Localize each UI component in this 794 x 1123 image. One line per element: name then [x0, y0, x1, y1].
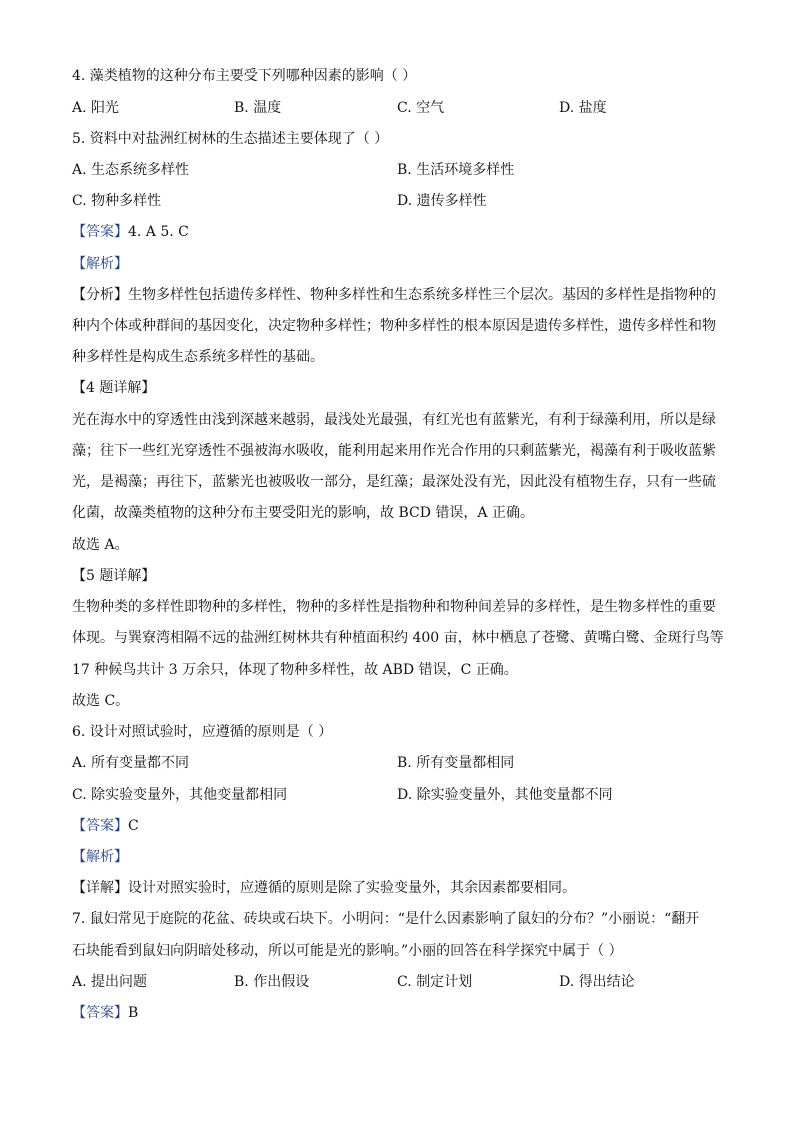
fenxi-line-3: 种多样性是构成生态系统多样性的基础。: [72, 349, 324, 365]
detail-5-heading: 【5 题详解】: [72, 568, 156, 584]
q6-option-a: A. 所有变量都不同: [72, 755, 190, 771]
q4-option-b: B. 温度: [234, 100, 282, 116]
q4-stem: 4. 藻类植物的这种分布主要受下列哪种因素的影响（ ）: [72, 68, 417, 84]
q6-option-c: C. 除实验变量外，其他变量都相同: [72, 787, 288, 803]
q6-option-d: D. 除实验变量外，其他变量都不同: [397, 787, 613, 803]
q6-stem: 6. 设计对照试验时，应遵循的原则是（ ）: [72, 724, 333, 740]
q6-detail-heading: 【详解】: [72, 880, 128, 896]
analysis-label: [72, 256, 722, 272]
q4-option-c: C. 空气: [397, 100, 445, 116]
detail-4-line-4: 化菌，故藻类植物的这种分布主要受阳光的影响，故 BCD 错误，A 正确。: [72, 505, 534, 521]
detail-4-line-3: 光，是褐藻；再往下，蓝紫光也被吸收一部分，是红藻；最深处没有光，因此没有植物生存，只有一些硫: [72, 474, 716, 490]
q6-answer-label: 【答案】: [72, 818, 128, 834]
detail-4-line-2: 藻；往下一些红光穿透性不强被海水吸收，能利用起来用作光合作用的只剩蓝紫光，褐藻有利于吸收蓝紫: [72, 443, 716, 459]
detail-5-line-2: 体现。与巽寮湾相隔不远的盐洲红树林共有种植面积约 400 亩，林中栖息了苍鹭、黄嘴白鹭、金斑行鸟等: [72, 630, 724, 646]
q7-stem-line-2: 石块能看到鼠妇向阴暗处移动，所以可能是光的影响。”小丽的回答在科学探究中属于（ ）: [72, 943, 623, 959]
q6-analysis-heading: 【解析】: [72, 849, 128, 865]
answer-45: [72, 224, 722, 240]
q6-detail: [72, 880, 722, 896]
fenxi-text-1: 生物多样性包括遗传多样性、物种多样性和生态系统多样性三个层次。基因的多样性是指物种的: [128, 287, 716, 303]
q7-answer-label: 【答案】: [72, 1005, 128, 1021]
q7-option-d: D. 得出结论: [559, 974, 635, 990]
q6-answer-text: C: [128, 818, 139, 834]
fenxi-line-1: [72, 287, 722, 303]
detail-4-conclusion: 故选 A。: [72, 537, 129, 553]
fenxi-line-2: 种内个体或种群间的基因变化，决定物种多样性；物种多样性的根本原因是遗传多样性，遗传多样性和物: [72, 318, 716, 334]
q7-option-c: C. 制定计划: [397, 974, 473, 990]
q7-stem-line-1: 7. 鼠妇常见于庭院的花盆、砖块或石块下。小明问：“是什么因素影响了鼠妇的分布？”小丽说：“翻开: [72, 911, 700, 927]
q5-option-a: A. 生态系统多样性: [72, 162, 190, 178]
detail-4-heading: 【4 题详解】: [72, 380, 156, 396]
q4-option-d: D. 盐度: [559, 100, 607, 116]
q7-option-b: B. 作出假设: [234, 974, 310, 990]
answer-label: 【答案】: [72, 224, 128, 240]
q4-option-a: A. 阳光: [72, 100, 120, 116]
q6-analysis: [72, 849, 722, 865]
q6-detail-text: 设计对照实验时，应遵循的原则是除了实验变量外，其余因素都要相同。: [128, 880, 576, 896]
fenxi-heading: 【分析】: [72, 287, 128, 303]
q5-option-c: C. 物种多样性: [72, 193, 162, 209]
q7-answer-text: B: [128, 1005, 139, 1021]
q6-option-b: B. 所有变量都相同: [397, 755, 515, 771]
q7-answer: [72, 1005, 722, 1021]
detail-5-line-3: 17 种候鸟共计 3 万余只，体现了物种多样性，故 ABD 错误，C 正确。: [72, 662, 518, 678]
q5-option-d: D. 遗传多样性: [397, 193, 487, 209]
detail-5-line-1: 生物种类的多样性即物种的多样性，物种的多样性是指物种和物种间差异的多样性，是生物多样性的重要: [72, 599, 716, 615]
q5-stem: 5. 资料中对盐洲红树林的生态描述主要体现了（ ）: [72, 131, 389, 147]
answer-text: 4. A 5. C: [128, 224, 189, 240]
q7-option-a: A. 提出问题: [72, 974, 148, 990]
detail-5-conclusion: 故选 C。: [72, 693, 130, 709]
q5-option-b: B. 生活环境多样性: [397, 162, 515, 178]
q6-answer: [72, 818, 722, 834]
detail-4-line-1: 光在海水中的穿透性由浅到深越来越弱，最浅处光最强，有红光也有蓝紫光，有利于绿藻利用，所以是绿: [72, 412, 716, 428]
analysis-heading: 【解析】: [72, 256, 128, 272]
